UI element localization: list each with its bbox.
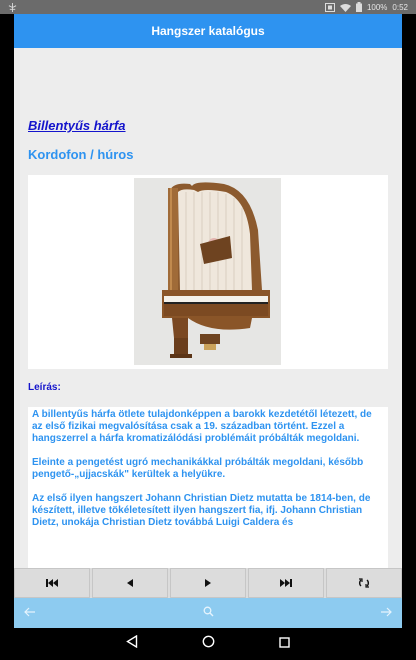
system-back-button[interactable]	[126, 635, 138, 653]
description-heading: Leírás:	[28, 382, 61, 393]
battery-icon	[356, 2, 362, 12]
instrument-category: Kordofon / húros	[28, 147, 134, 162]
usb-debug-icon	[8, 3, 17, 12]
nfc-icon	[325, 3, 335, 12]
description-paragraph-2: Eleinte a pengetést ugró mechanikákkal próbálták megoldani, később pengető-„ujjacskák" kerültek a helyükre.	[32, 457, 364, 480]
forward-arrow-icon	[380, 607, 392, 617]
previous-icon	[126, 578, 134, 588]
app-bar	[14, 14, 402, 48]
system-recents-button[interactable]	[279, 635, 290, 653]
bottom-navigation-bar	[14, 598, 402, 628]
app-title: Hangszer katalógus	[151, 24, 265, 38]
description-paragraph-1: A billentyűs hárfa ötlete tulajdonképpen a barokk kezdetétől létezett, de az első fizikai megvalósítása csak a 19. században történt. Ezzel a hangszerrel a hárfa kromatizálódási problémáit próbálták megoldani.	[32, 409, 372, 444]
search-icon	[203, 606, 214, 617]
search-button[interactable]	[203, 604, 214, 622]
home-circle-icon	[202, 635, 215, 648]
description-text[interactable]	[28, 407, 388, 568]
clock: 0:52	[392, 2, 408, 12]
battery-percent: 100%	[366, 2, 388, 12]
status-bar	[0, 0, 416, 14]
media-control-bar	[14, 568, 402, 598]
instrument-image-box	[28, 175, 388, 369]
repeat-icon	[358, 577, 370, 589]
system-home-button[interactable]	[202, 635, 215, 653]
back-arrow-button[interactable]	[24, 604, 36, 622]
instrument-name-link[interactable]: Billentyűs hárfa	[28, 118, 126, 133]
first-button[interactable]	[14, 568, 90, 598]
last-icon	[280, 578, 292, 588]
first-icon	[46, 578, 58, 588]
instrument-detail[interactable]	[14, 48, 402, 568]
back-triangle-icon	[126, 635, 138, 648]
wifi-icon	[340, 3, 351, 12]
forward-arrow-button[interactable]	[380, 604, 392, 622]
last-button[interactable]	[248, 568, 324, 598]
back-arrow-icon	[24, 607, 36, 617]
recents-square-icon	[279, 637, 290, 648]
previous-button[interactable]	[92, 568, 168, 598]
description-paragraph-3: Az első ilyen hangszert Johann Christian Dietz mutatta be 1814-ben, de készített, illetve tökéletesített ilyen hangszert fia, ifj. Johann Christian Dietz, unokája Christian Dietz továbbá Luigi Caldera és	[32, 493, 371, 528]
next-icon	[204, 578, 212, 588]
instrument-image	[134, 178, 281, 365]
system-navigation-bar	[0, 628, 416, 660]
next-button[interactable]	[170, 568, 246, 598]
repeat-button[interactable]	[326, 568, 402, 598]
